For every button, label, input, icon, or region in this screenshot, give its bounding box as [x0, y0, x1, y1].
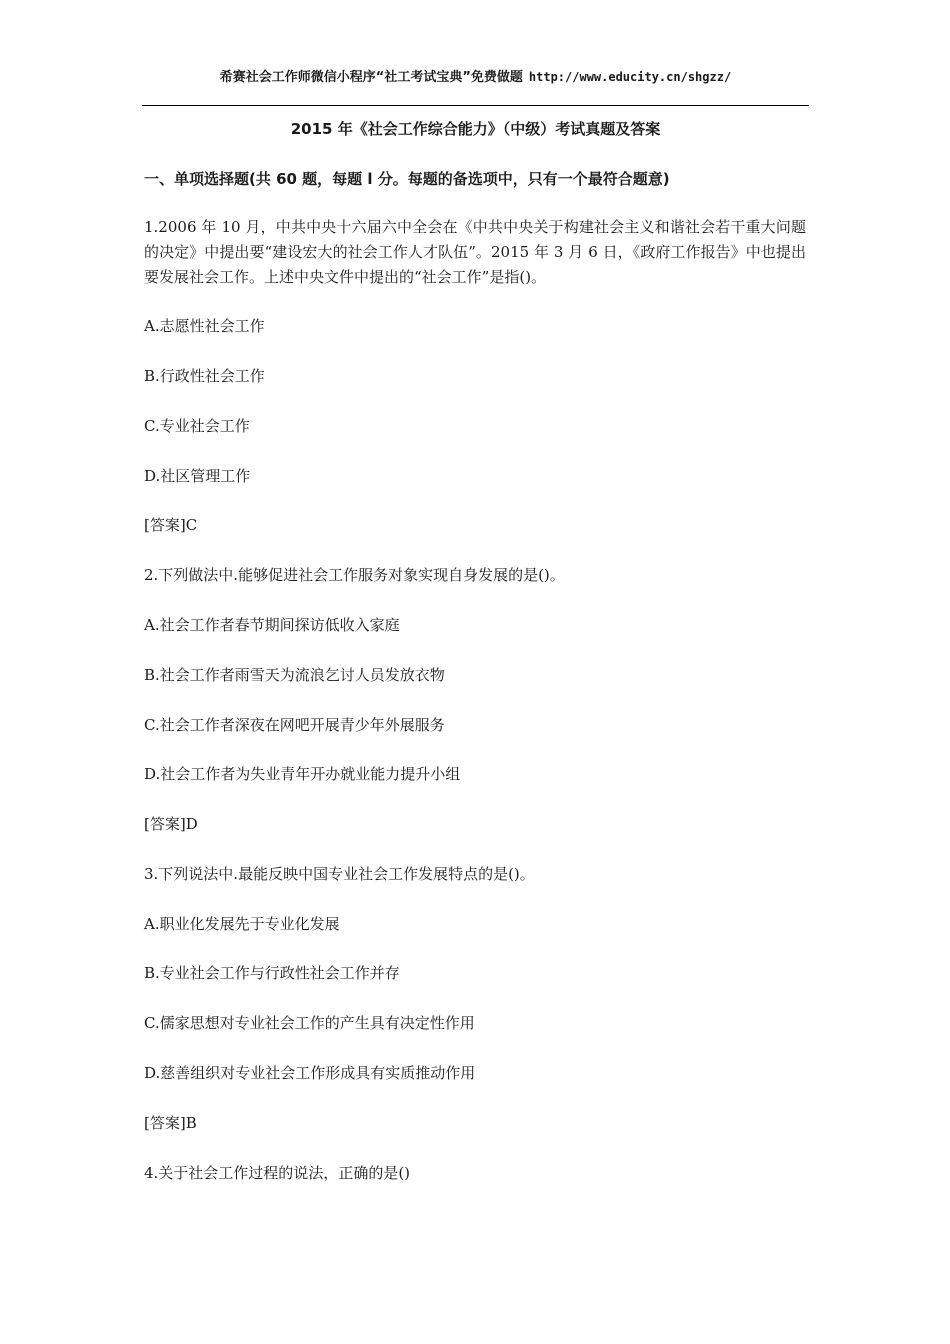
question-2-option-d: D.社会工作者为失业青年开办就业能力提升小组 [144, 765, 461, 783]
question-3-stem: 3.下列说法中.最能反映中国专业社会工作发展特点的是()。 [144, 865, 535, 883]
question-2-option-c: C.社会工作者深夜在网吧开展青少年外展服务 [144, 716, 445, 734]
question-3-option-c: C.儒家思想对专业社会工作的产生具有决定性作用 [144, 1014, 475, 1032]
header-text: 希赛社会工作师微信小程序“社工考试宝典”免费做题 [219, 70, 523, 85]
question-3-option-d: D.慈善组织对专业社会工作形成具有实质推动作用 [144, 1064, 476, 1082]
question-1-option-c: C.专业社会工作 [144, 417, 250, 435]
question-3-option-b: B.专业社会工作与行政性社会工作并存 [144, 964, 400, 982]
question-1-answer: [答案]C [144, 516, 198, 534]
question-1-option-a: A.志愿性社会工作 [144, 317, 265, 335]
question-2-option-a: A.社会工作者春节期间探访低收入家庭 [144, 616, 400, 634]
header-url[interactable]: http://www.educity.cn/shgzz/ [528, 70, 732, 84]
document-title: 2015 年《社会工作综合能力》（中级）考试真题及答案 [290, 120, 661, 138]
question-1-option-d: D.社区管理工作 [144, 467, 251, 485]
page-header [142, 66, 809, 85]
question-1-option-b: B.行政性社会工作 [144, 367, 265, 385]
question-2-option-b: B.社会工作者雨雪天为流浪乞讨人员发放衣物 [144, 666, 445, 684]
question-3-option-a: A.职业化发展先于专业化发展 [144, 915, 340, 933]
question-2-stem: 2.下列做法中.能够促进社会工作服务对象实现自身发展的是()。 [144, 566, 565, 584]
section-heading: 一、单项选择题(共 60 题，每题 l 分。每题的备选项中，只有一个最符合题意) [144, 170, 670, 188]
question-2-answer: [答案]D [144, 815, 198, 833]
question-1-stem: 1.2006 年 10 月，中共中央十六届六中全会在《中共中央关于构建社会主义和谐社会若干重大问题的决定》中提出要“建设宏大的社会工作人才队伍”。2015 年 3 月 6 日，《政府工作报告》中也提出要发展社会工作。上述中央文件中提出的“社会工作”是指()。 [144, 218, 806, 286]
header-divider [142, 105, 809, 106]
question-4-stem: 4.关于社会工作过程的说法，正确的是() [144, 1164, 411, 1182]
question-3-answer: [答案]B [144, 1114, 197, 1132]
